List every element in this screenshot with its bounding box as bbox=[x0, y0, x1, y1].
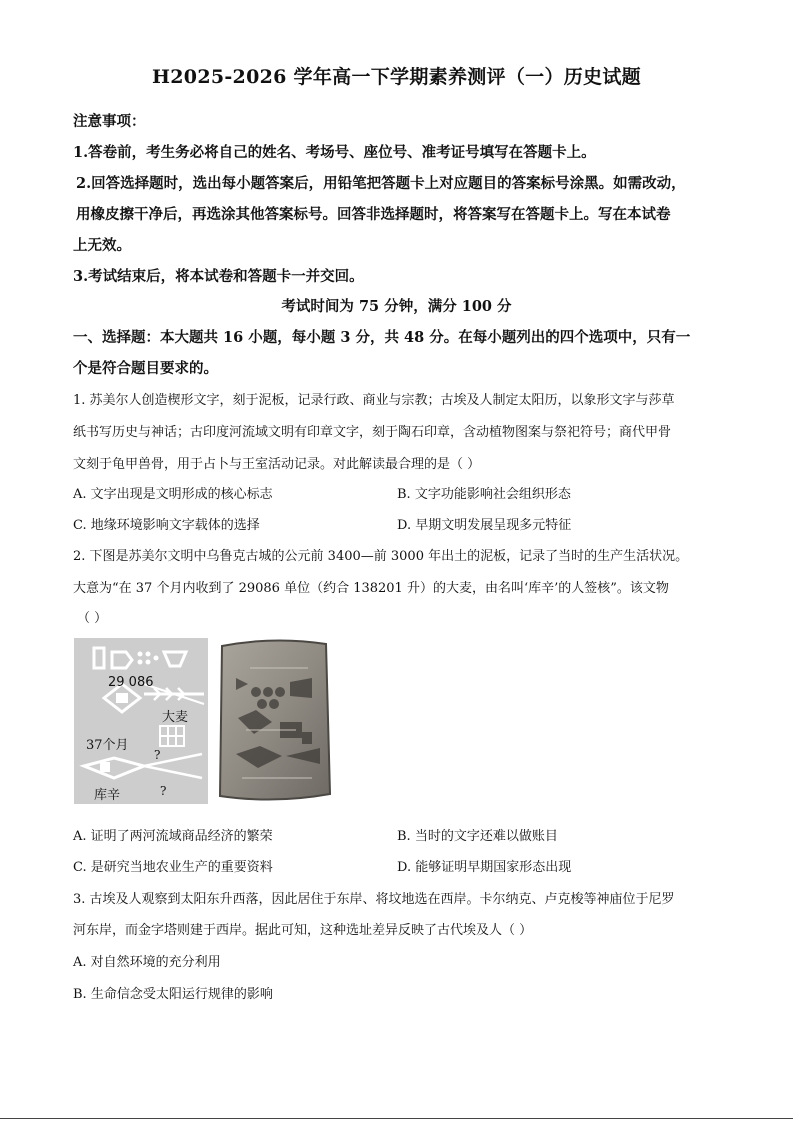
q3-stem-line-1: 3. 古埃及人观察到太阳东升西落，因此居住于东岸、将坟地选在西岸。卡尔纳克、卢克梭等神庙位于尼罗 bbox=[73, 892, 675, 907]
q1-option-b[interactable]: B. 文字功能影响社会组织形态 bbox=[397, 487, 571, 502]
figure-label-name: 库辛 bbox=[94, 788, 121, 803]
notice-item-3: 3.考试结束后，将本试卷和答题卡一并交回。 bbox=[73, 268, 364, 285]
q2-option-a[interactable]: A. 证明了两河流域商品经济的繁荣 bbox=[73, 829, 273, 844]
figure-label-question-1: ? bbox=[154, 748, 161, 762]
q1-option-d[interactable]: D. 早期文明发展呈现多元特征 bbox=[397, 518, 572, 533]
q3-option-a[interactable]: A. 对自然环境的充分利用 bbox=[73, 955, 221, 970]
notice-item-2-end: 上无效。 bbox=[73, 237, 131, 254]
q2-option-c[interactable]: C. 是研究当地农业生产的重要资料 bbox=[73, 860, 273, 875]
q2-stem-line-3: （ ） bbox=[77, 611, 108, 626]
q1-stem-line-3: 文刻于龟甲兽骨，用于占卜与王室活动记录。对此解读最合理的是（ ） bbox=[73, 457, 481, 472]
section-heading-cont: 个是符合题目要求的。 bbox=[73, 360, 218, 377]
clay-tablet-icon bbox=[216, 638, 333, 804]
q3-option-b[interactable]: B. 生命信念受太阳运行规律的影响 bbox=[73, 987, 273, 1002]
page-bottom-rule bbox=[0, 1118, 793, 1119]
q1-stem-line-1: 1. 苏美尔人创造楔形文字，刻于泥板，记录行政、商业与宗教；古埃及人制定太阳历，以象形文字与莎草 bbox=[73, 393, 675, 408]
notice-item-1: 1.答卷前，考生务必将自己的姓名、考场号、座位号、准考证号填写在答题卡上。 bbox=[73, 144, 596, 161]
exam-title: H2025-2026 学年高一下学期素养测评（一）历史试题 bbox=[152, 66, 641, 88]
q2-option-d[interactable]: D. 能够证明早期国家形态出现 bbox=[397, 860, 572, 875]
q2-stem-line-1: 2. 下图是苏美尔文明中乌鲁克古城的公元前 3400—前 3000 年出土的泥板，记录了当时的生产生活状况。 bbox=[73, 549, 689, 564]
exam-time-line: 考试时间为 75 分钟，满分 100 分 bbox=[281, 298, 512, 315]
figure-label-question-2: ? bbox=[160, 784, 167, 798]
figure-label-barley: 大麦 bbox=[162, 710, 189, 725]
clay-tablet-photo bbox=[216, 638, 333, 804]
q1-option-c[interactable]: C. 地缘环境影响文字载体的选择 bbox=[73, 518, 260, 533]
q2-stem-line-2: 大意为“在 37 个月内收到了 29086 单位（约合 138201 升）的大麦，由名叫‘库辛’的人签核”。该文物 bbox=[73, 581, 669, 596]
tablet-sketch-image bbox=[74, 638, 208, 804]
notice-item-2: 2.回答选择题时，选出每小题答案后，用铅笔把答题卡上对应题目的答案标号涂黑。如需改动， bbox=[76, 175, 686, 192]
q1-option-a[interactable]: A. 文字出现是文明形成的核心标志 bbox=[73, 487, 273, 502]
figure-label-months: 37个月 bbox=[86, 738, 129, 753]
q3-stem-line-2: 河东岸，而金字塔则建于西岸。据此可知，这种选址差异反映了古代埃及人（ ） bbox=[73, 923, 533, 938]
notice-heading: 注意事项： bbox=[73, 113, 146, 130]
notice-item-2-cont: 用橡皮擦干净后，再选涂其他答案标号。回答非选择题时，将答案写在答题卡上。写在本试卷 bbox=[76, 206, 671, 223]
section-heading: 一、选择题：本大题共 16 小题，每小题 3 分，共 48 分。在每小题列出的四个选项中，只有一 bbox=[73, 329, 691, 346]
q1-stem-line-2: 纸书写历史与神话；古印度河流域文明有印章文字，刻于陶石印章，含动植物图案与祭祀符号；商代甲骨 bbox=[73, 425, 672, 440]
figure-label-number: 29 086 bbox=[108, 675, 154, 690]
q2-option-b[interactable]: B. 当时的文字还难以做账目 bbox=[397, 829, 558, 844]
